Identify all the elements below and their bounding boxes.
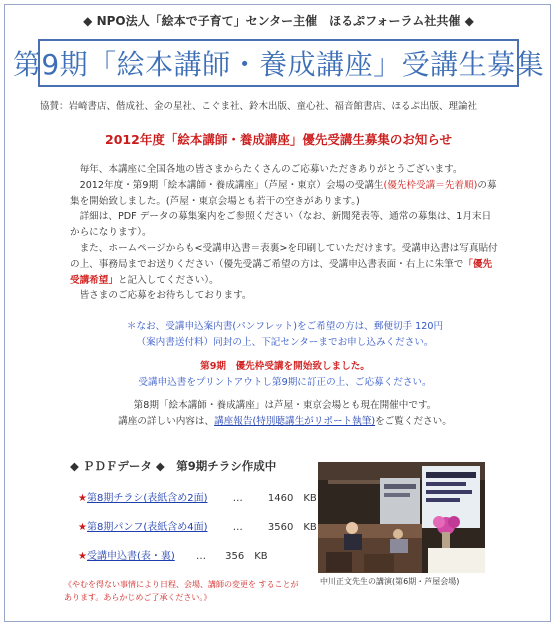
pdf-item (78, 547, 268, 562)
pamphlet-note-1: ＊なお、受講申込案内書(パンフレット)をご希望の方は、郵便切手 120円 (126, 321, 444, 333)
pdf-separator: … (232, 522, 243, 533)
recruit-text: 2012年度・第9期「絵本講師・養成講座」（芦屋・東京）会場の受講生 (79, 179, 384, 191)
lecture-photo-illustration (318, 462, 485, 573)
report-link[interactable]: 講座報告(特別聴講生がリポート執筆) (214, 416, 376, 428)
priority-mark: 「優先受講希望」 (70, 258, 493, 286)
paragraph-closing: 皆さまのご応募をお待ちしております。 (79, 290, 252, 302)
current-session-note: 第8期「絵本講師・養成講座」は芦屋・東京会場とも現在開催中です。 (133, 400, 437, 412)
pdf-size: 3560 KB (267, 522, 317, 533)
report-text-2: をご覧ください。 (375, 416, 452, 428)
paragraph-recruit (70, 178, 500, 210)
pdf-link-flyer[interactable]: 第8期チラシ(表紙含め2面) (86, 493, 208, 504)
report-text: 講座の詳しい内容は、 (118, 416, 215, 428)
paragraph-application (70, 241, 500, 288)
star-icon: ★ (78, 522, 87, 533)
pdf-item (78, 489, 317, 504)
paragraph-thanks: 毎年、本講座に全国各地の皆さまからたくさんのご応募いただきありがとうございます。 (79, 164, 463, 175)
photo-caption: 中川正文先生の講演(第6期・芦屋会場) (320, 577, 460, 586)
application-text: また、ホームページからも<受講申込書＝表裏>を印刷していただけます。受講申込書は写真貼付の上、事務局までお送りください（優先受講ご希望の方は、受講申込書表面・右上に朱筆で (70, 242, 498, 270)
application-text-2: と記入してください）。 (117, 274, 219, 286)
footnote: 《やむを得ない事情により日程、会場、講師の変更を することがあります。あらかじめご了承ください。》 (64, 580, 299, 602)
pdf-size: 1460 KB (267, 493, 317, 504)
star-icon: ★ (78, 551, 87, 562)
priority-note: (優先枠受講＝先着順) (383, 179, 478, 191)
pdf-separator: … (232, 493, 243, 504)
report-line (70, 414, 500, 430)
title-box (12, 39, 545, 87)
pdf-size: 356 KB (225, 551, 268, 562)
recruit-text-2: の募集を開始致しました。(芦屋・東京会場とも若干の空きがあります。) (70, 179, 497, 207)
pdf-item (78, 518, 317, 533)
pretitle: ◆ NPO法人「絵本で子育て」センター主催 ほるぷフォーラム社共催 ◆ (83, 14, 474, 28)
paragraph-details: 詳細は、PDF データの募集案内をご参照ください（なお、新聞発表等、通常の募集は、1月末日からになります）。 (70, 211, 492, 239)
printout-note: 受講申込書をプリントアウトし第9期に訂正の上、ご応募ください。 (138, 376, 432, 388)
pdf-heading: ◆ ＰＤＦデータ ◆ 第9期チラシ作成中 (70, 459, 277, 473)
priority-start-notice: 第9期 優先枠受講を開始致しました。 (200, 360, 370, 372)
pdf-link-application-form[interactable]: 受講申込書(表・裏) (86, 551, 175, 562)
pdf-link-pamphlet[interactable]: 第8期パンフ(表紙含め4面) (86, 522, 208, 533)
lecture-photo (318, 462, 485, 573)
pdf-separator: … (195, 551, 206, 562)
sponsors-line: 協賛：岩崎書店、偕成社、金の星社、こぐま社、鈴木出版、童心社、福音館書店、ほるぷ出版、理論社 (40, 101, 478, 112)
star-icon: ★ (78, 493, 87, 504)
notice-heading: 2012年度「絵本講師・養成講座」優先受講生募集のお知らせ (105, 132, 452, 147)
page-title: 第9期「絵本講師・養成講座」受講生募集 (12, 48, 545, 81)
body-text (70, 162, 500, 430)
pamphlet-note-2: （案内書送付料）同封の上、下記センターまでお申し込みください。 (136, 336, 434, 348)
